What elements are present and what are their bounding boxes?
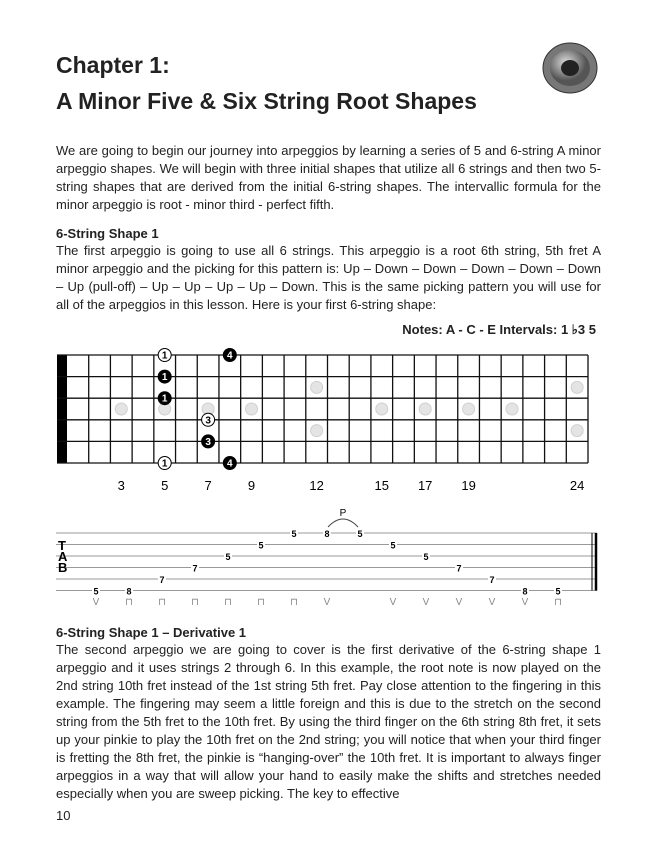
inlay-dot (463, 403, 475, 415)
speaker-audio-icon[interactable] (540, 40, 600, 95)
tab-fret-number: 8 (522, 586, 528, 597)
upstroke-symbol: V (323, 597, 331, 608)
notes-intervals-label: Notes: A - C - E Intervals: 1 ♭3 5 (402, 322, 596, 337)
fret-number-label: 9 (247, 478, 256, 493)
tab-fret-number: 5 (555, 586, 561, 597)
inlay-dot (246, 403, 258, 415)
tab-clef-letter: T (58, 538, 66, 553)
tab-clef-letter: A (58, 549, 68, 564)
tab-fret-number: 5 (93, 586, 99, 597)
tab-fret-number: 7 (192, 563, 198, 574)
finger-number: 3 (205, 436, 211, 448)
fret-number-label: 24 (569, 478, 585, 493)
upstroke-symbol: V (422, 597, 430, 608)
chapter-number: Chapter 1: (56, 52, 170, 78)
tab-clef-letter: B (58, 560, 68, 575)
tab-staff (0, 505, 648, 615)
tab-fret-number: 7 (159, 575, 165, 585)
pulloff-label: P (339, 508, 347, 519)
tab-fret-number: 8 (126, 586, 132, 597)
finger-number: 1 (161, 458, 168, 470)
finger-number: 4 (227, 350, 233, 362)
tab-fret-number: 7 (489, 575, 495, 585)
inlay-dot (311, 381, 323, 393)
downstroke-symbol: ⊓ (191, 597, 199, 608)
inlay-dot (376, 403, 388, 415)
downstroke-symbol: ⊓ (554, 597, 562, 608)
inlay-dot (115, 403, 127, 415)
section-heading: 6-String Shape 1 (56, 226, 159, 241)
fret-number-label: 17 (417, 478, 433, 493)
inlay-dot (571, 381, 583, 393)
upstroke-symbol: V (389, 597, 397, 608)
inlay-dot (506, 403, 518, 415)
tab-fret-number: 5 (390, 540, 396, 551)
tab-fret-number: 8 (324, 529, 330, 539)
tab-fret-number: 7 (456, 563, 462, 574)
tab-fret-number: 5 (225, 552, 231, 562)
upstroke-symbol: V (92, 597, 100, 608)
downstroke-symbol: ⊓ (158, 597, 166, 608)
inlay-dot (311, 425, 323, 437)
inlay-dot (419, 403, 431, 415)
finger-number: 1 (161, 372, 168, 384)
fret-number-label: 3 (117, 478, 125, 493)
finger-number: 1 (161, 350, 168, 362)
downstroke-symbol: ⊓ (224, 597, 232, 608)
inlay-dot (571, 425, 583, 437)
fret-number-label: 19 (461, 478, 476, 493)
intro-paragraph: We are going to begin our journey into arpeggios by learning a series of 5 and 6-string A minor arpeggio shapes. We will begin with three initial shapes that utilize all 6 strings and then two 5-string shapes that are derived from the initial 6-string shapes. The intervallic formula for the minor arpeggio is root - minor third - perfect fifth. (56, 143, 601, 212)
fret-number-label: 15 (374, 478, 390, 493)
tab-fret-number: 5 (357, 529, 363, 539)
page-number: 10 (56, 808, 71, 823)
finger-number: 1 (161, 393, 168, 405)
downstroke-symbol: ⊓ (290, 597, 298, 608)
downstroke-symbol: ⊓ (125, 597, 133, 608)
fretboard-diagram (0, 340, 648, 500)
finger-number: 4 (227, 458, 233, 470)
nut (57, 355, 67, 463)
tab-fret-number: 5 (423, 552, 429, 562)
fret-number-label: 12 (309, 478, 324, 493)
upstroke-symbol: V (488, 597, 496, 608)
section-paragraph: The second arpeggio we are going to cover is the first derivative of the 6-string shape 1 arpeggio and it uses strings 2 through 6. In this example, the root note is now played on the 2nd string 10th fret instead of the 1st string 5th fret. Pay close attention to the fingering in this example. The fingering may seem a little foreign and this is due to the stretch on the second string from the 5th fret to the 10th fret. By using the third finger on the 6th string 8th fret, it sets up your pinkie to play the 10th fret on the 2nd string; you will notice that when your third finger is fretting the 8th fret, the pinkie is “hanging-over” the 10th fret. It is important to always finger arpeggios in a way that will allow your hand to easily make the shifts and stretches needed especially when you are sweep picking. The key to effective (56, 642, 601, 801)
fret-number-label: 5 (161, 478, 169, 493)
section-heading: 6-String Shape 1 – Derivative 1 (56, 625, 247, 640)
pulloff-slur (328, 519, 358, 527)
finger-number: 3 (205, 415, 211, 427)
section-paragraph: The first arpeggio is going to use all 6 strings. This arpeggio is a root 6th string, 5th fret A minor arpeggio and the picking for this pattern is: Up – Down – Down – Down – Down – Down – Up (pull-off) – Up – Up – Up – Up – Down. This is the same picking pattern you will use for all of the arpeggios in this lesson. Here is your first 6-string shape: (56, 243, 601, 312)
upstroke-symbol: V (521, 597, 529, 608)
fret-number-label: 7 (204, 478, 212, 493)
downstroke-symbol: ⊓ (257, 597, 265, 608)
tab-fret-number: 5 (291, 529, 297, 539)
upstroke-symbol: V (455, 597, 463, 608)
tab-fret-number: 5 (258, 540, 264, 551)
chapter-title: A Minor Five & Six String Root Shapes (56, 88, 477, 114)
